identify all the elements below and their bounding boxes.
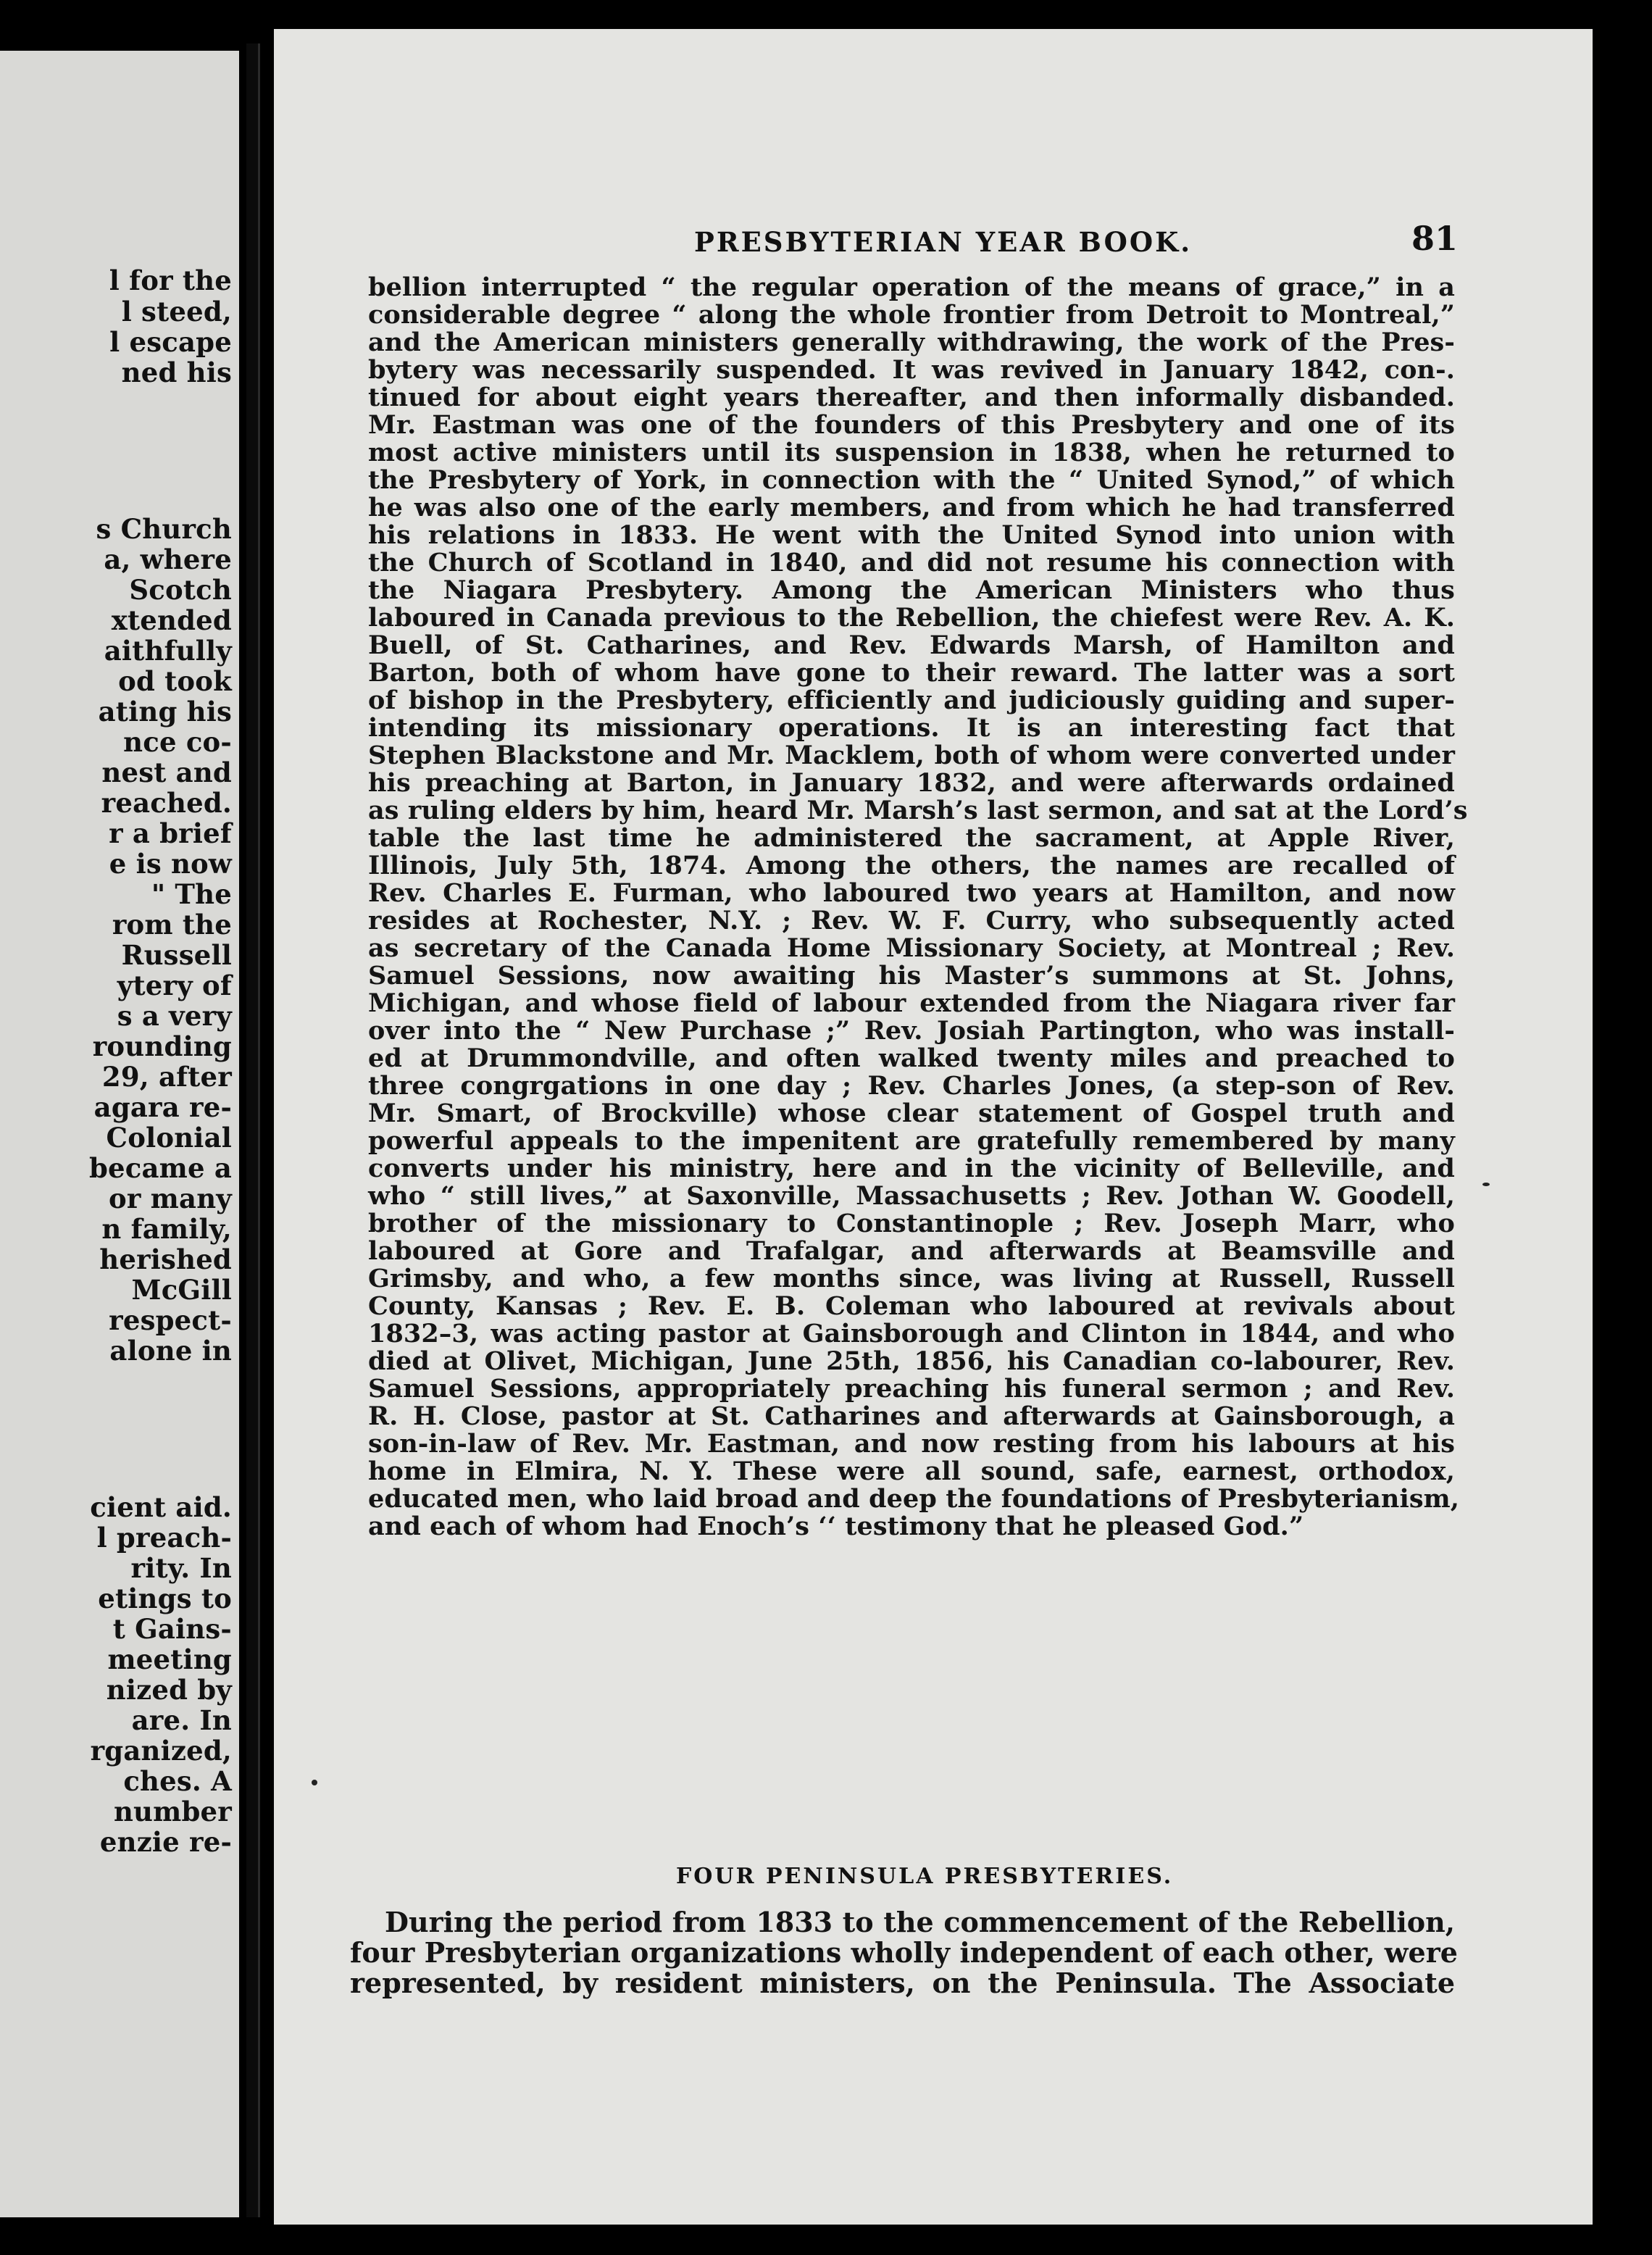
body-line: son-in-law of Rev. Mr. Eastman, and now resting from his labours at his bbox=[368, 1429, 1455, 1459]
running-head: PRESBYTERIAN YEAR BOOK. bbox=[694, 226, 1193, 258]
facing-page-line: t Gains- bbox=[112, 1613, 232, 1645]
body-line: Stephen Blackstone and Mr. Macklem, both of whom were converted under bbox=[368, 741, 1455, 770]
facing-page-line: etings to bbox=[98, 1583, 232, 1614]
facing-page-line: l preach- bbox=[96, 1522, 232, 1554]
facing-page-line: nce co- bbox=[123, 726, 232, 758]
facing-page-line: McGill bbox=[131, 1274, 232, 1306]
body-line: the Presbytery of York, in connection with the “ United Synod,” of which bbox=[368, 465, 1455, 495]
page-number: 81 bbox=[1411, 219, 1459, 258]
body-line: and the American ministers generally withdrawing, the work of the Pres- bbox=[368, 328, 1455, 357]
body-line: intending its missionary operations. It is an interesting fact that bbox=[368, 713, 1455, 743]
body-line: Michigan, and whose field of labour extended from the Niagara river far bbox=[368, 988, 1455, 1018]
facing-page-line: respect- bbox=[109, 1304, 232, 1336]
facing-page-line: reached. bbox=[101, 787, 232, 819]
facing-page-line: r a brief bbox=[109, 817, 232, 849]
body-line: Mr. Eastman was one of the founders of this Presbytery and one of its bbox=[368, 410, 1455, 440]
body-line: as ruling elders by him, heard Mr. Marsh’s last sermon, and sat at the Lord’s bbox=[368, 796, 1468, 825]
body-line: home in Elmira, N. Y. These were all sound, safe, earnest, orthodox, bbox=[368, 1456, 1455, 1486]
facing-page-line: " The bbox=[151, 878, 232, 910]
body-line: three congrgations in one day ; Rev. Charles Jones, (a step-son of Rev. bbox=[368, 1071, 1455, 1101]
facing-page-line: nized by bbox=[106, 1674, 232, 1706]
body-line: as secretary of the Canada Home Missionary Society, at Montreal ; Rev. bbox=[368, 933, 1455, 963]
body-line: ed at Drummondville, and often walked twenty miles and preached to bbox=[368, 1043, 1455, 1073]
facing-page-line: meeting bbox=[107, 1643, 232, 1675]
body-line: table the last time he administered the sacrament, at Apple River, bbox=[368, 823, 1455, 853]
facing-page-line: a, where bbox=[104, 543, 232, 575]
body-line: most active ministers until its suspension in 1838, when he returned to bbox=[368, 438, 1455, 467]
paper-speck bbox=[312, 1780, 317, 1785]
facing-page-line: Scotch bbox=[129, 574, 232, 606]
body-line: County, Kansas ; Rev. E. B. Coleman who laboured at revivals about bbox=[368, 1291, 1455, 1321]
facing-page-line: ned his bbox=[121, 357, 232, 388]
facing-page-line: s Church bbox=[96, 513, 232, 545]
body-line: Grimsby, and who, a few months since, was living at Russell, Russell bbox=[368, 1264, 1455, 1293]
body-line: the Niagara Presbytery. Among the American Ministers who thus bbox=[368, 575, 1455, 605]
facing-page-line: xtended bbox=[111, 604, 232, 636]
facing-page-line: aithfully bbox=[104, 635, 232, 667]
facing-page-line: herished bbox=[99, 1243, 232, 1275]
body-text bbox=[368, 272, 1468, 1541]
facing-page-line: s a very bbox=[117, 1000, 232, 1032]
facing-page-line: l for the bbox=[109, 264, 232, 296]
facing-page-line: Colonial bbox=[106, 1122, 232, 1154]
body-line: died at Olivet, Michigan, June 25th, 1856, his Canadian co-labourer, Rev. bbox=[368, 1346, 1455, 1376]
body-line: bytery was necessarily suspended. It was revived in January 1842, con-. bbox=[368, 355, 1455, 385]
facing-page-line: l escape bbox=[109, 326, 232, 358]
facing-page-line: od took bbox=[118, 665, 232, 697]
facing-page-line: nest and bbox=[101, 756, 232, 788]
facing-page-line: rounding bbox=[92, 1030, 232, 1062]
body-line: bellion interrupted “ the regular operation of the means of grace,” in a bbox=[368, 272, 1455, 302]
body-line: 1832–3, was acting pastor at Gainsborough and Clinton in 1844, and who bbox=[368, 1319, 1455, 1349]
facing-page-line: enzie re- bbox=[99, 1826, 232, 1858]
section-heading: FOUR PENINSULA PRESBYTERIES. bbox=[676, 1864, 1174, 1889]
body-line: R. H. Close, pastor at St. Catharines and afterwards at Gainsborough, a bbox=[368, 1401, 1455, 1431]
body-line: laboured at Gore and Trafalgar, and afterwards at Beamsville and bbox=[368, 1236, 1455, 1266]
body-line: laboured in Canada previous to the Rebellion, the chiefest were Rev. A. K. bbox=[368, 603, 1455, 633]
body-line: his relations in 1833. He went with the United Synod into union with bbox=[368, 520, 1455, 550]
body-line: Barton, both of whom have gone to their reward. The latter was a sort bbox=[368, 658, 1455, 688]
facing-page-line: or many bbox=[109, 1183, 232, 1214]
facing-page-line: became a bbox=[88, 1152, 232, 1184]
body-line: Illinois, July 5th, 1874. Among the others, the names are recalled of bbox=[368, 851, 1455, 880]
body-line: who “ still lives,” at Saxonville, Massachusetts ; Rev. Jothan W. Goodell, bbox=[368, 1181, 1455, 1211]
facing-page-line: number bbox=[113, 1796, 232, 1827]
body-line: resides at Rochester, N.Y. ; Rev. W. F. Curry, who subsequently acted bbox=[368, 906, 1455, 935]
facing-page-line: Russell bbox=[121, 939, 232, 971]
body-line: Samuel Sessions, now awaiting his Master’s summons at St. Johns, bbox=[368, 961, 1455, 991]
facing-page-line: 29, after bbox=[101, 1061, 232, 1093]
body-line: Samuel Sessions, appropriately preaching his funeral sermon ; and Rev. bbox=[368, 1374, 1455, 1404]
section-line: four Presbyterian organizations wholly independent of each other, were bbox=[350, 1936, 1458, 1969]
body-line: and each of whom had Enoch’s ‘‘ testimony that he pleased God.” bbox=[368, 1512, 1304, 1541]
body-line: educated men, who laid broad and deep the foundations of Presbyterianism, bbox=[368, 1484, 1460, 1514]
body-line: Mr. Smart, of Brockville) whose clear statement of Gospel truth and bbox=[368, 1099, 1455, 1128]
facing-page-line: rganized, bbox=[90, 1735, 232, 1767]
facing-page-line: e is now bbox=[109, 848, 232, 880]
body-line: considerable degree “ along the whole frontier from Detroit to Montreal,” bbox=[368, 300, 1455, 330]
body-line: over into the “ New Purchase ;” Rev. Josiah Partington, who was install- bbox=[368, 1016, 1455, 1046]
facing-page-line: alone in bbox=[109, 1335, 232, 1367]
facing-page-line: ches. A bbox=[123, 1765, 232, 1797]
binding-rail bbox=[246, 43, 260, 2217]
section-line: represented, by resident ministers, on the Peninsula. The Associate bbox=[350, 1967, 1455, 1999]
page-81 bbox=[274, 29, 1593, 2225]
facing-page-line: are. In bbox=[131, 1704, 232, 1736]
body-line: his preaching at Barton, in January 1832, and were afterwards ordained bbox=[368, 768, 1455, 798]
body-line: he was also one of the early members, and from which he had transferred bbox=[368, 493, 1455, 522]
body-line: Rev. Charles E. Furman, who laboured two years at Hamilton, and now bbox=[368, 878, 1455, 908]
facing-page-fragment bbox=[0, 51, 239, 2217]
facing-page-line: rity. In bbox=[130, 1552, 232, 1584]
body-line: brother of the missionary to Constantinople ; Rev. Joseph Marr, who bbox=[368, 1209, 1455, 1238]
facing-page-line: ating his bbox=[98, 696, 232, 728]
facing-page-line: l steed, bbox=[121, 296, 232, 328]
section-line: During the period from 1833 to the commencement of the Rebellion, bbox=[385, 1906, 1455, 1938]
facing-page-line: agara re- bbox=[93, 1091, 232, 1123]
page-shadow bbox=[1593, 0, 1652, 2255]
section-paragraph bbox=[350, 1906, 1458, 1999]
paper-speck bbox=[1482, 1183, 1490, 1186]
body-line: of bishop in the Presbytery, efficiently and judiciously guiding and super- bbox=[368, 685, 1455, 715]
body-line: powerful appeals to the impenitent are gratefully remembered by many bbox=[368, 1126, 1455, 1156]
body-line: tinued for about eight years thereafter, and then informally disbanded. bbox=[368, 383, 1455, 412]
body-line: converts under his ministry, here and in the vicinity of Belleville, and bbox=[368, 1154, 1455, 1183]
facing-page-line: n family, bbox=[101, 1213, 232, 1245]
body-line: Buell, of St. Catharines, and Rev. Edwards Marsh, of Hamilton and bbox=[368, 630, 1455, 660]
facing-page-line: rom the bbox=[112, 909, 232, 941]
body-line: the Church of Scotland in 1840, and did not resume his connection with bbox=[368, 548, 1455, 578]
facing-page-line: cient aid. bbox=[90, 1491, 232, 1523]
facing-page-line: ytery of bbox=[117, 970, 232, 1001]
